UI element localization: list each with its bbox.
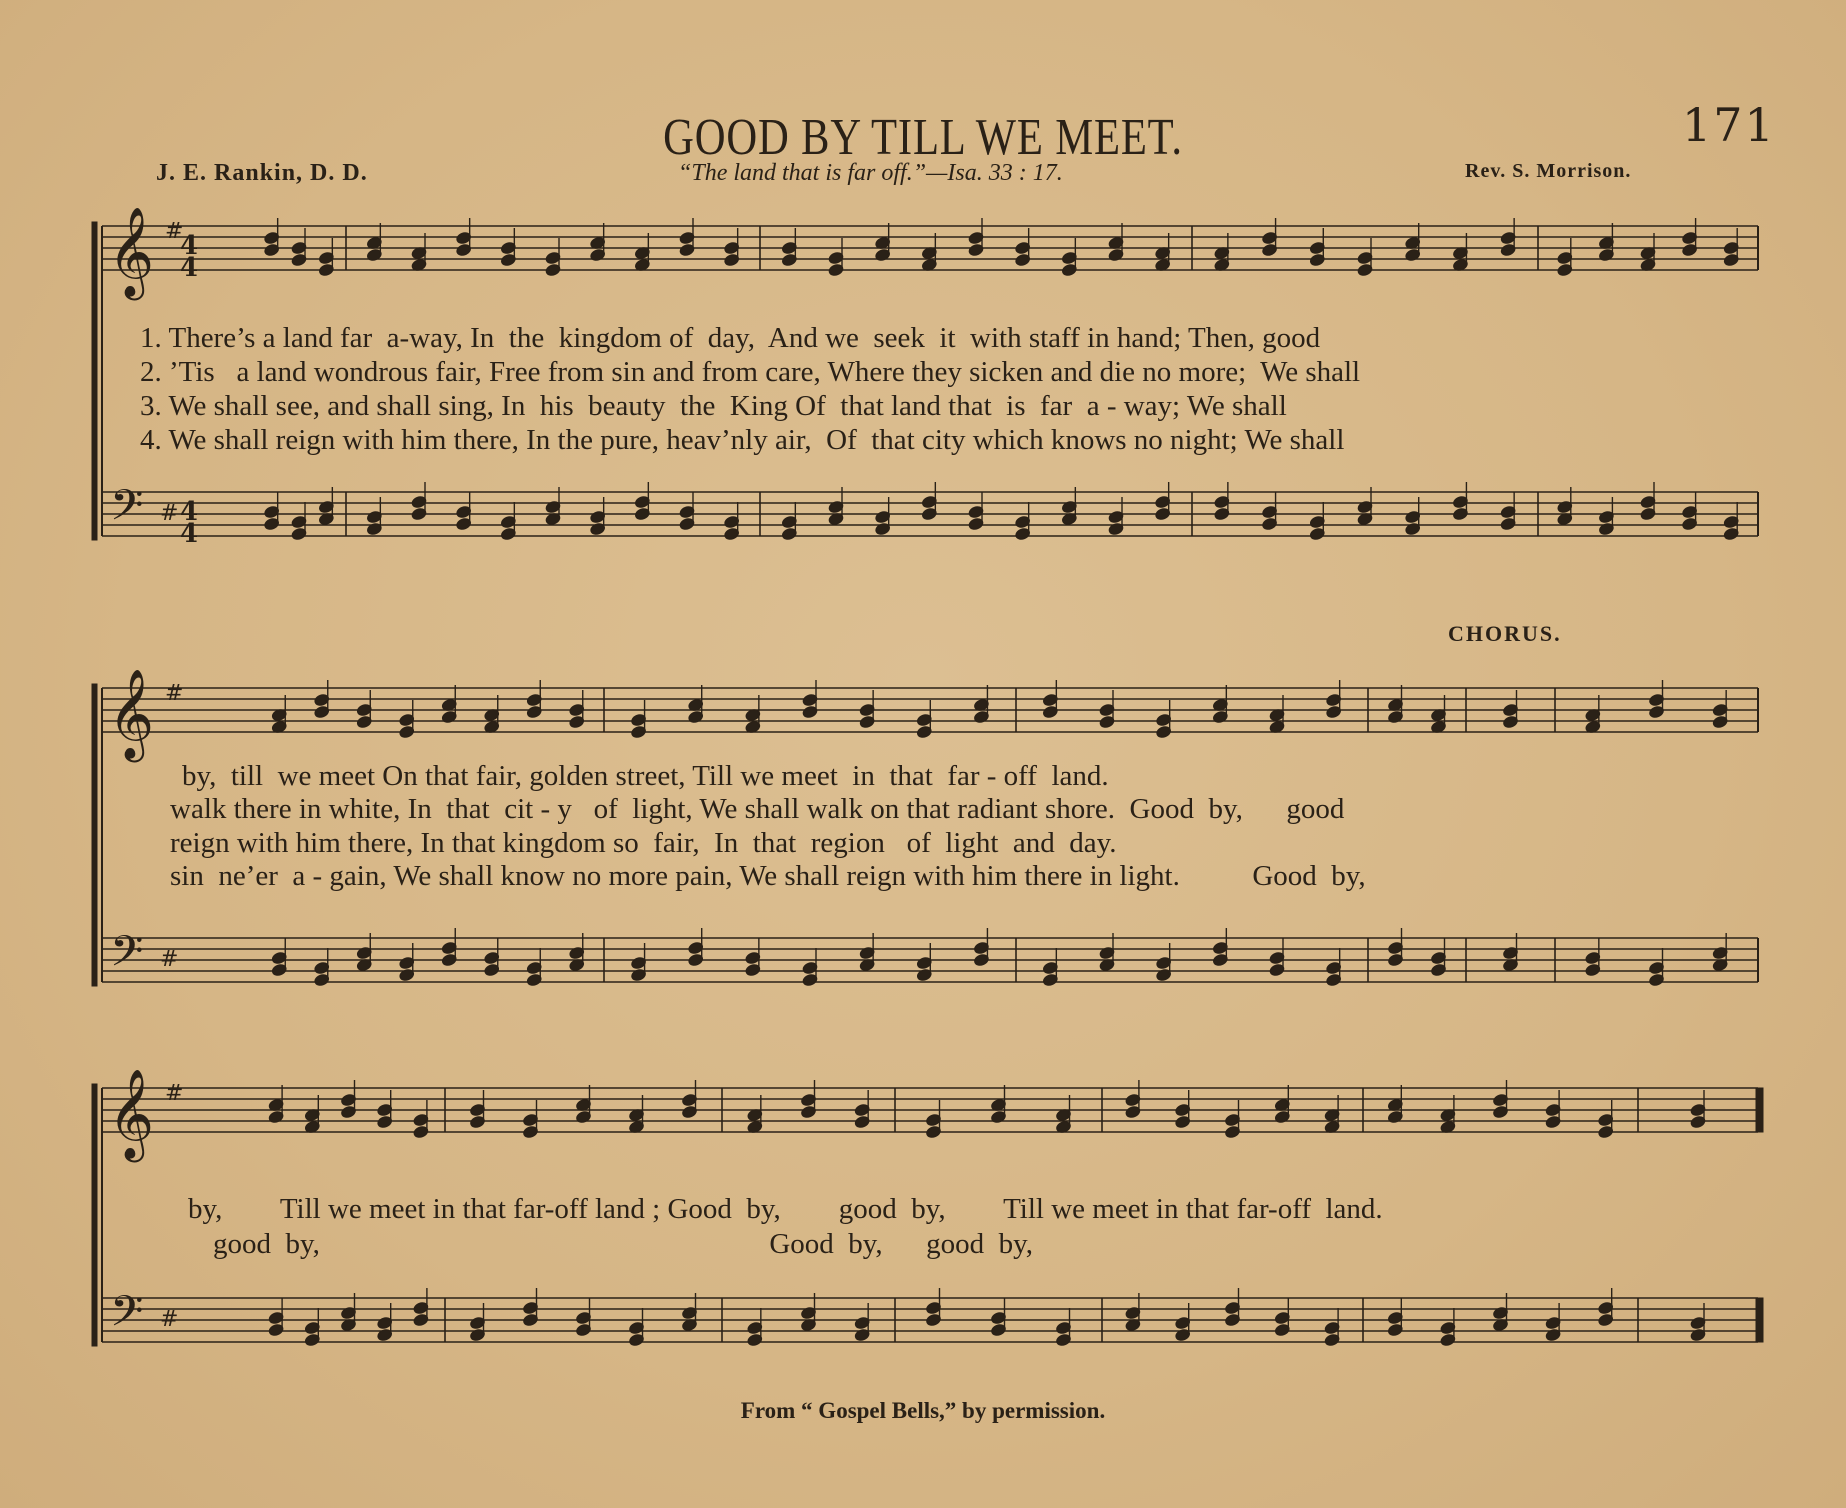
verse-line-2: walk there in white, In that cit - y of light, We shall walk on that radiant shore. Good by, good [170, 793, 1345, 825]
final-barline [1756, 1088, 1763, 1132]
composer-credit: Rev. S. Morrison. [1465, 160, 1632, 182]
bass-clef-icon: 𝄢 [110, 927, 144, 987]
bass-clef-icon: 𝄢 [110, 481, 144, 541]
chorus-label: CHORUS. [1448, 621, 1562, 646]
sharp-icon: # [160, 501, 179, 526]
time-signature-icon: 4 [180, 497, 199, 527]
author-credit: J. E. Rankin, D. D. [156, 160, 368, 186]
verse-line-4: sin ne’er a - gain, We shall know no more pain, We shall reign with him there in light. Good by, [170, 860, 1366, 892]
scripture-epigraph: “The land that is far off.”—Isa. 33 : 17. [678, 160, 1063, 186]
verse-line-3: 3. We shall see, and shall sing, In his beauty the King Of that land that is far a - way; We shall [140, 390, 1287, 422]
sharp-icon: # [160, 1307, 179, 1332]
verse-line-2: 2. ’Tis a land wondrous fair, Free from sin and from care, Where they sicken and die no more; We shall [140, 356, 1361, 388]
system-brace [92, 222, 97, 540]
hymn-title: GOOD BY TILL WE MEET. [663, 109, 1183, 166]
system-brace [92, 684, 97, 986]
page-number: 171 [1682, 98, 1776, 152]
treble-clef-icon: 𝄞 [108, 1069, 155, 1159]
sharp-icon: # [165, 681, 184, 706]
verse-line-4: 4. We shall reign with him there, In the pure, heav’nly air, Of that city which knows no night; We shall [140, 424, 1345, 456]
final-barline [1756, 1298, 1763, 1342]
time-signature-icon: 4 [180, 231, 199, 261]
sharp-icon: # [160, 947, 179, 972]
permission-footer: From “ Gospel Bells,” by permission. [740, 1398, 1106, 1423]
sharp-icon: # [165, 1081, 184, 1106]
treble-clef-icon: 𝄞 [108, 669, 155, 759]
time-signature-icon: 4 [180, 253, 199, 283]
verse-line-3: reign with him there, In that kingdom so fair, In that region of light and day. [170, 827, 1117, 859]
chorus-line-1: by, Till we meet in that far-off land ; Good by, good by, Till we meet in that far-off land. [188, 1193, 1383, 1225]
treble-clef-icon: 𝄞 [108, 207, 155, 297]
verse-line-1: 1. There’s a land far a-way, In the kingdom of day, And we seek it with staff in hand; Then, good [140, 322, 1321, 354]
sharp-icon: # [165, 219, 184, 244]
chorus-line-2: good by, Good by, good by, [213, 1228, 1034, 1260]
system-brace [92, 1084, 97, 1346]
time-signature-icon: 4 [180, 519, 199, 549]
verse-line-1: by, till we meet On that fair, golden street, Till we meet in that far - off land. [182, 760, 1109, 792]
bass-clef-icon: 𝄢 [110, 1287, 144, 1347]
